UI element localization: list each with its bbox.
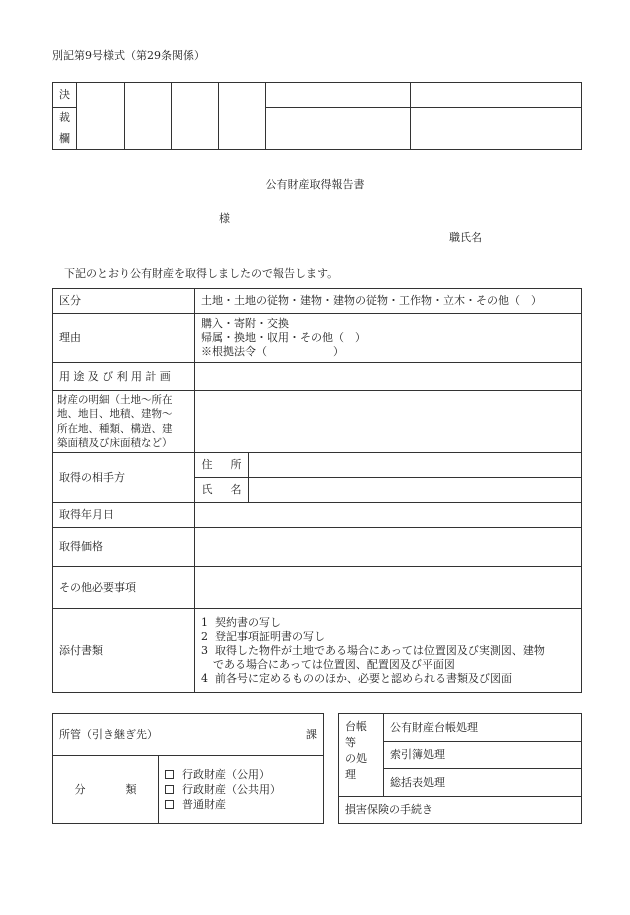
option-label: 行政財産（公用） [182,768,270,781]
address-label-char: 所 [230,458,242,471]
approval-label-1: 決 [53,83,77,108]
attachment-num: 4 [201,671,208,685]
attachment-text-continued: である場合にあっては位置図、配置図及び平面図 [213,657,455,671]
official-name-label: 職氏名 [449,231,482,244]
reason-line: 帰属・換地・収用・その他（ ） [201,331,366,344]
counterparty-address-label [195,453,249,478]
option-label: 行政財産（公共用） [182,783,281,796]
report-table [52,288,582,693]
acquisition-price-value[interactable] [195,528,582,567]
approval-table [52,82,582,150]
other-label: その他必要事項 [53,567,195,609]
ledger-label [339,714,384,797]
attachment-text: 登記事項証明書の写し [215,629,325,643]
attachments-list [195,609,582,693]
approval-body-cell[interactable] [266,108,411,150]
classification-label [53,756,159,824]
approval-stamp-cell[interactable] [125,83,172,150]
name-label-char: 氏 [201,483,213,496]
approval-header-cell[interactable] [411,83,582,108]
counterparty-label: 取得の相手方 [53,453,195,503]
attachment-num: 2 [201,629,208,643]
jurisdiction-label: 所管（引き継ぎ先） [59,727,158,741]
attachment-num: 3 [201,643,208,657]
category-value[interactable]: 土地・土地の従物・建物・建物の従物・工作物・立木・その他（ ） [195,289,582,314]
usage-label-text: 用途及び利用計画 [59,369,175,383]
category-label: 区分 [53,289,195,314]
reason-line: ※根拠法令（ ） [201,345,344,358]
reason-line: 購入・寄附・交換 [201,317,289,330]
attachment-item [201,672,575,686]
counterparty-name-label [195,478,249,503]
detail-label-line: 築面積及び床面積など） [57,437,173,449]
ledger-item[interactable]: 公有財産台帳処理 [384,714,582,742]
classification-char: 類 [125,782,137,796]
checkbox[interactable] [165,770,174,779]
usage-label [53,363,195,391]
counterparty-address-value[interactable] [249,453,582,478]
attachment-item [201,644,575,658]
ledger-label-line: の処理 [345,752,367,781]
attachment-item [201,630,575,644]
other-value[interactable] [195,567,582,609]
approval-label-2: 裁 [53,108,77,129]
attachment-text: 前各号に定めるもののほか、必要と認められる書類及び図面 [215,671,512,685]
ledger-item[interactable]: 索引簿処理 [384,742,582,769]
detail-label [53,391,195,453]
approval-label-3: 欄 [53,129,77,150]
classification-char: 分 [74,782,86,796]
classification-option[interactable] [165,797,317,812]
acquisition-date-value[interactable] [195,503,582,528]
attachment-item [201,616,575,630]
attachments-label: 添付書類 [53,609,195,693]
form-reference: 別記第9号様式（第29条関係） [52,49,205,62]
checkbox[interactable] [165,785,174,794]
approval-body-cell[interactable] [411,108,582,150]
classification-options [159,756,324,824]
ledger-label-line: 台帳等 [345,720,367,749]
detail-label-line: 所在地、種類、構造、建 [57,422,173,435]
checkbox[interactable] [165,800,174,809]
name-label-char: 名 [230,483,242,496]
section-suffix: 課 [306,727,317,741]
approval-stamp-cell[interactable] [172,83,219,150]
counterparty-name-value[interactable] [249,478,582,503]
usage-value[interactable] [195,363,582,391]
approval-stamp-cell[interactable] [219,83,266,150]
attachment-text: 取得した物件が土地である場合にあっては位置図及び実測図、建物 [215,643,545,657]
classification-option[interactable] [165,782,317,797]
detail-label-line: 地、地目、地積、建物～ [57,408,173,420]
attachment-num: 1 [201,615,208,629]
option-label: 普通財産 [182,798,226,811]
insurance-procedure[interactable]: 損害保険の手続き [339,797,582,824]
approval-header-cell[interactable] [266,83,411,108]
reason-value[interactable] [195,314,582,363]
classification-option[interactable] [165,767,317,782]
attachment-text: 契約書の写し [215,615,281,629]
address-label-char: 住 [201,458,213,471]
acquisition-price-label: 取得価格 [53,528,195,567]
addressee-suffix: 様 [219,212,230,225]
ledger-table [338,713,582,824]
approval-stamp-cell[interactable] [77,83,125,150]
jurisdiction-cell[interactable] [53,714,324,756]
ledger-item[interactable]: 総括表処理 [384,769,582,797]
document-title: 公有財産取得報告書 [265,178,365,191]
detail-value[interactable] [195,391,582,453]
jurisdiction-table [52,713,324,824]
acquisition-date-label: 取得年月日 [53,503,195,528]
intro-text: 下記のとおり公有財産を取得しましたので報告します。 [64,267,339,280]
reason-label: 理由 [53,314,195,363]
detail-label-line: 財産の明細（土地～所在 [57,393,173,406]
